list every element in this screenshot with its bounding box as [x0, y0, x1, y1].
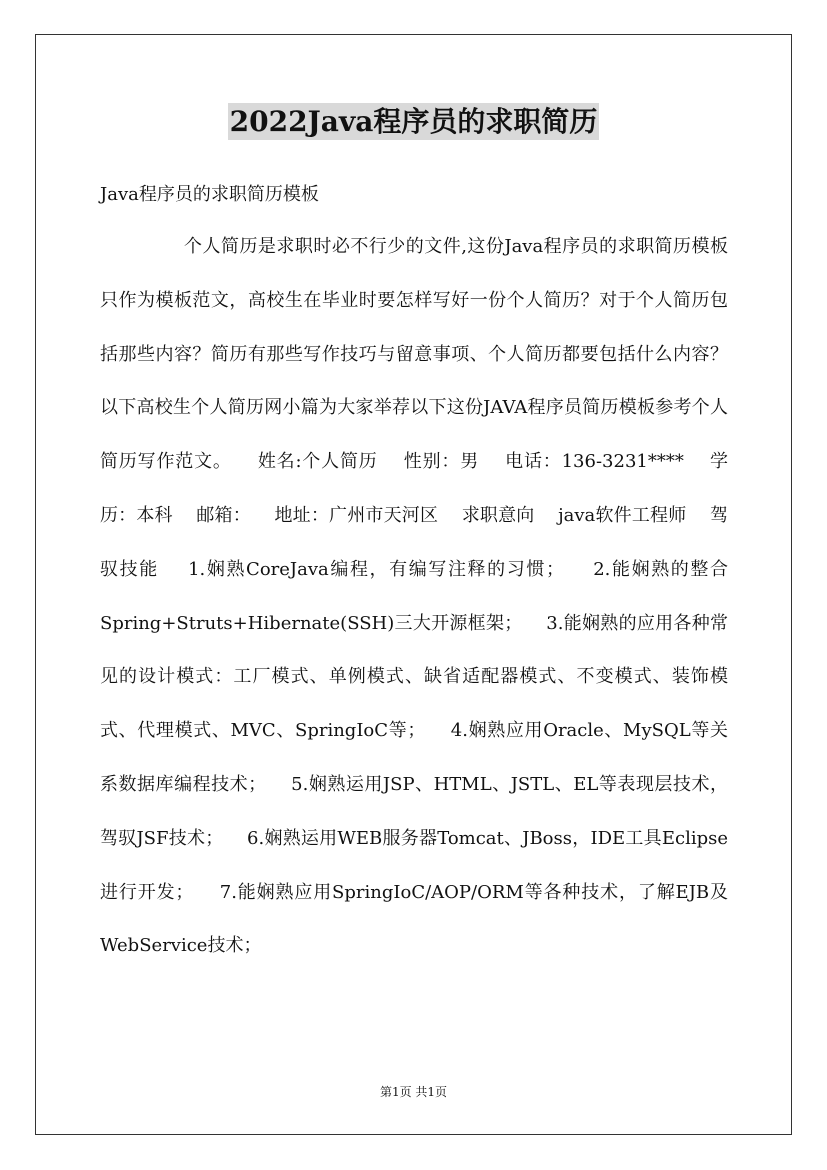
- document-title: [0, 100, 827, 140]
- title-text: 2022Java程序员的求职简历: [229, 105, 598, 138]
- page-footer: 第1页 共1页: [379, 1085, 448, 1099]
- document-subtitle: Java程序员的求职简历模板: [100, 184, 319, 205]
- body-paragraph: 个人简历是求职时必不行少的文件,这份Java程序员的求职简历模板只作为模板范文，高校生在毕业时要怎样写好一份个人简历？对于个人简历包括那些内容？简历有那些写作技巧与留意事项、个人简历都要包括什么内容？以下高校生个人简历网小篇为大家举荐以下这份JAVA程序员简历模板参考个人简历写作范文。 姓名:个人简历 性别：男 电话：136-3231**** 学历：本科 邮箱： 地址：广州市天河区 求职意向 java软件工程师 驾驭技能 1.娴熟CoreJava编程，有编写注释的习惯； 2.能娴熟的整合Spring+Struts+Hibernate(SSH)三大开源框架； 3.能娴熟的应用各种常见的设计模式：工厂模式、单例模式、缺省适配器模式、不变模式、装饰模式、代理模式、MVC、SpringIoC等； 4.娴熟应用Oracle、MySQL等关系数据库编程技术； 5.娴熟运用JSP、HTML、JSTL、EL等表现层技术，驾驭JSF技术； 6.娴熟运用WEB服务器Tomcat、JBoss，IDE工具Eclipse进行开发； 7.能娴熟应用SpringIoC/AOP/ORM等各种技术，了解EJB及WebService技术；: [100, 236, 728, 957]
